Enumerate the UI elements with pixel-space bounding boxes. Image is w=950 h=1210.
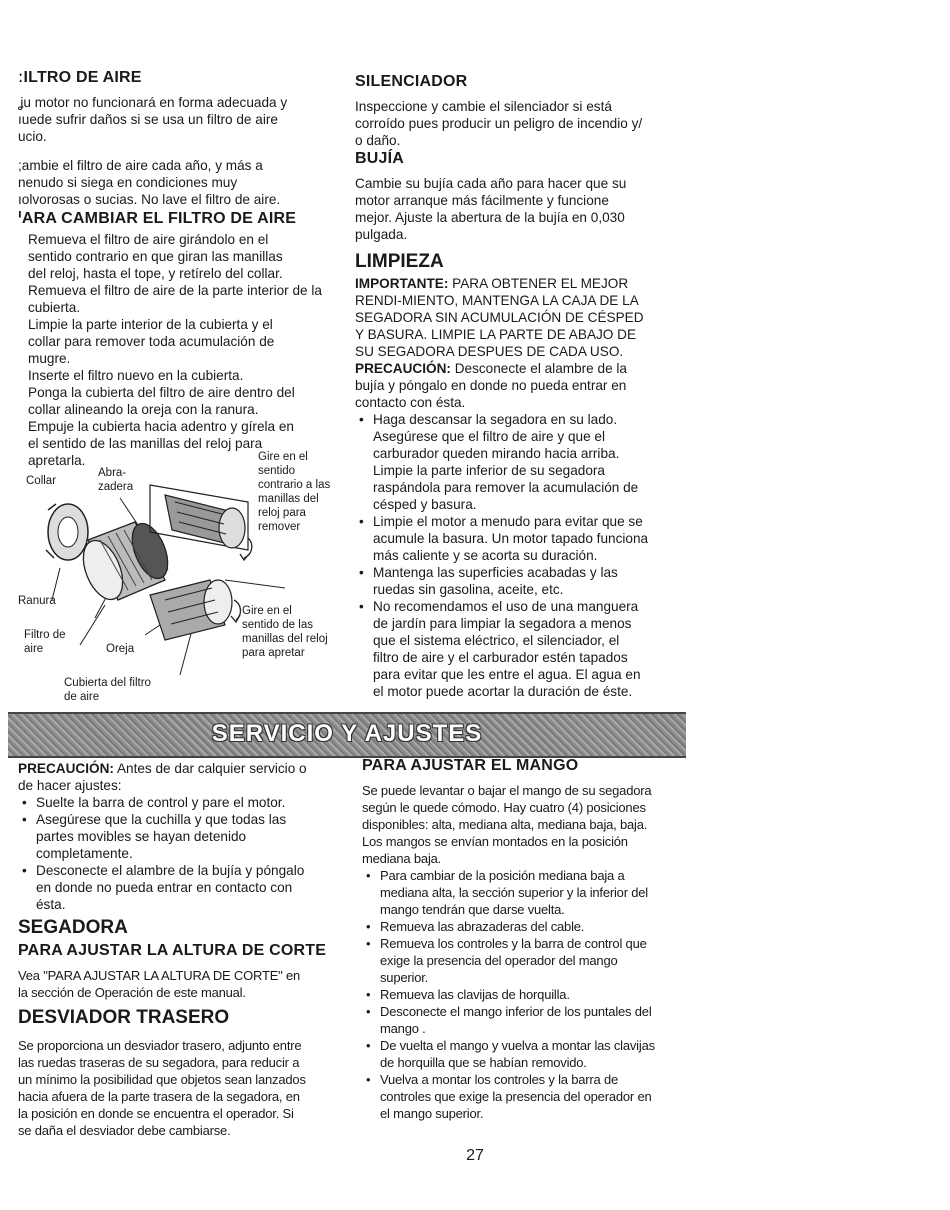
handle-heading: PARA AJUSTAR EL MANGO <box>362 757 579 774</box>
service-bullets <box>18 794 353 913</box>
label-line: para apretar <box>242 647 305 659</box>
label-line: Gire en el <box>242 605 292 617</box>
text-line: • Asegúrese que la cuchilla y que todas las <box>36 812 287 827</box>
text-line: Se puede levantar o bajar el mango de su segadora <box>362 783 652 798</box>
handle-text <box>362 782 702 867</box>
text-line: hacia afuera de la parte trasera de la segadora, en <box>18 1089 300 1104</box>
text-line: ıuede sufrir daños si se usa un filtro de aire <box>18 112 278 127</box>
text-line: • No recomendamos el uso de una manguera <box>373 599 639 614</box>
text-line: SEGADORA SIN ACUMULACIÓN DE CÉSPED <box>355 310 644 325</box>
list-item <box>362 1037 702 1071</box>
muffler-heading: SILENCIADOR <box>355 73 468 90</box>
text-line: un mínimo la posibilidad que objetos sean lanzados <box>18 1072 306 1087</box>
turn-to-remove-label <box>258 450 330 534</box>
text-line: Antes de dar calquier servicio o <box>113 761 307 776</box>
list-item <box>362 918 702 935</box>
text-line: contacto con ésta. <box>355 395 466 410</box>
list-item <box>18 794 353 811</box>
service-section <box>18 760 353 1139</box>
change-filter-heading: ᑊARA CAMBIAR EL FILTRO DE AIRE <box>18 210 297 227</box>
text-line: • Remueva las abrazaderas del cable. <box>380 919 585 934</box>
text-line: disponibles: alta, mediana alta, mediana baja, baja. <box>362 817 648 832</box>
cover-label <box>64 676 151 704</box>
text-line: SU SEGADORA DESPUES DE CADA USO. <box>355 344 624 359</box>
text-line: partes movibles se hayan detenido <box>36 829 247 844</box>
text-line: • Limpie el motor a menudo para evitar que se <box>373 514 643 529</box>
text-line: el mango superior. <box>380 1106 484 1121</box>
list-item <box>362 1071 702 1122</box>
text-line: Limpie la parte interior de la cubierta y el <box>28 317 273 332</box>
text-line: según le quede cómodo. Hay cuatro (4) posiciones <box>362 800 646 815</box>
service-caution <box>18 760 353 794</box>
text-line: carburador queden mirando hacia arriba. <box>373 446 620 461</box>
important-note <box>355 275 695 360</box>
text-line: de jardín para limpiar la segadora a menos <box>373 616 632 631</box>
text-line: ʝu motor no funcionará en forma adecuada y <box>18 95 288 110</box>
important-label: IMPORTANTE: <box>355 276 449 291</box>
text-line: que el sistema eléctrico, el silenciador, el <box>373 633 620 648</box>
text-line: apretarla. <box>28 453 86 468</box>
text-line: nenudo si siega en condiciones muy <box>18 175 238 190</box>
text-line: • Mantenga las superficies acabadas y las <box>373 565 618 580</box>
label-line: manillas del <box>258 493 319 505</box>
text-line: Vea "PARA AJUSTAR LA ALTURA DE CORTE" en <box>18 968 301 983</box>
turn-to-tighten-label <box>242 604 328 660</box>
text-line: Remueva el filtro de aire de la parte interior de la <box>28 283 322 298</box>
air-filter-para-2 <box>18 157 343 208</box>
cleaning-bullets <box>355 411 695 700</box>
text-line: Los mangos se envían montados en la posición <box>362 834 628 849</box>
page-number: 27 <box>466 1147 484 1164</box>
list-item <box>18 811 353 862</box>
label-line: sentido <box>258 465 296 477</box>
caution-label: PRECAUCIÓN: <box>18 761 114 776</box>
text-line: de hacer ajustes: <box>18 778 122 793</box>
ear-label: Oreja <box>106 643 135 655</box>
list-item <box>362 867 702 918</box>
label-line: remover <box>258 521 301 533</box>
text-line: sentido contrario en que giran las manillas <box>28 249 283 264</box>
text-line: exige la presencia del operador del mango <box>380 953 618 968</box>
text-line: ıolvorosas o sucias. No lave el filtro de aire. <box>18 192 281 207</box>
text-line: collar para remover toda acumulación de <box>28 334 275 349</box>
text-line: ruedas sin gasolina, aceite, etc. <box>373 582 564 597</box>
text-line: Remueva el filtro de aire girándolo en el <box>28 232 269 247</box>
list-item <box>355 513 695 564</box>
banner-title: SERVICIO Y AJUSTES <box>211 720 483 747</box>
text-line: Limpie la parte inferior de su segadora <box>373 463 605 478</box>
text-line: • Desconecte el mango inferior de los puntales del <box>380 1004 652 1019</box>
collar-label: Collar <box>26 475 57 487</box>
text-line: mugre. <box>28 351 71 366</box>
label-line: manillas del reloj <box>242 633 328 645</box>
text-line: Se proporciona un desviador trasero, adjunto entre <box>18 1038 302 1053</box>
label-line: reloj para <box>258 507 306 519</box>
cut-height-heading: PARA AJUSTAR LA ALTURA DE CORTE <box>18 942 327 959</box>
text-line: RENDI-MIENTO, MANTENGA LA CAJA DE LA <box>355 293 639 308</box>
text-line: completamente. <box>36 846 133 861</box>
filter-cover <box>150 580 240 640</box>
clamp-label <box>98 466 133 494</box>
label-line: Filtro de <box>24 629 66 641</box>
text-line: Y BASURA. LIMPIE LA PARTE DE ABAJO DE <box>355 327 637 342</box>
text-line: en donde no pueda entrar en contacto con <box>36 880 293 895</box>
text-line: • Vuelva a montar los controles y la barra de <box>380 1072 619 1087</box>
text-line: ucio. <box>18 129 47 144</box>
text-line: más caliente y se acorta su duración. <box>373 548 598 563</box>
list-item <box>355 411 695 513</box>
text-line: bujía y póngalo en donde no pueda entrar en <box>355 378 627 393</box>
spark-plug-text <box>355 175 695 243</box>
text-line: o daño. <box>355 133 401 148</box>
handle-section <box>362 756 702 1122</box>
air-filter-heading: ːILTRO DE AIRE <box>18 69 142 86</box>
text-line: el motor puede acortar la duración de éste. <box>373 684 633 699</box>
text-line: de horquilla que se habían removido. <box>380 1055 587 1070</box>
text-line: césped y basura. <box>373 497 477 512</box>
text-line: se daña el desviador debe cambiarse. <box>18 1123 231 1138</box>
text-line: Inspeccione y cambie el silenciador si está <box>355 99 612 114</box>
text-line: collar alineando la oreja con la ranura. <box>28 402 259 417</box>
handle-bullets <box>362 867 702 1122</box>
text-line: • Desconecte el alambre de la bujía y póngalo <box>36 863 305 878</box>
text-line: mediana baja. <box>362 851 442 866</box>
text-line: pulgada. <box>355 227 408 242</box>
label-line: Gire en el <box>258 451 308 463</box>
text-line: para evitar que les entre el agua. El agua en <box>373 667 641 682</box>
air-filter-section <box>18 68 343 469</box>
text-line: mejor. Ajuste la abertura de la bujía en 0,030 <box>355 210 625 225</box>
label-line: Abra- <box>98 467 127 479</box>
spark-plug-heading: BUJÍA <box>355 150 405 167</box>
text-line: controles que exige la presencia del operador en <box>380 1089 652 1104</box>
text-line: Desconecte el alambre de la <box>450 361 627 376</box>
text-line: el sentido de las manillas del reloj para <box>28 436 263 451</box>
text-line: las ruedas traseras de su segadora, para reducir a <box>18 1055 300 1070</box>
text-line: Empuje la cubierta hacia adentro y gírela en <box>28 419 294 434</box>
list-item <box>362 935 702 986</box>
text-line: ;ambie el filtro de aire cada año, y más a <box>18 158 263 173</box>
text-line: del reloj, hasta el tope, y retírelo del collar. <box>28 266 283 281</box>
list-item <box>362 986 702 1003</box>
list-item <box>355 598 695 700</box>
label-line: aire <box>24 643 44 655</box>
collar-shape <box>46 504 88 560</box>
air-filter-para-1 <box>18 94 343 145</box>
slot-label: Ranura <box>18 595 56 607</box>
section-banner <box>8 712 686 758</box>
muffler-text <box>355 98 695 149</box>
text-line: Asegúrese que el filtro de aire y que el <box>373 429 605 444</box>
text-line: filtro de aire y el carburador estén tapados <box>373 650 628 665</box>
air-filter-figure <box>0 440 350 710</box>
rear-deflector-text <box>18 1037 353 1139</box>
text-line: cubierta. <box>28 300 81 315</box>
text-line: • Remueva los controles y la barra de control que <box>380 936 647 951</box>
text-line: Ponga la cubierta del filtro de aire dentro del <box>28 385 295 400</box>
maintenance-section <box>355 72 695 700</box>
label-line: contrario a las <box>258 479 331 491</box>
text-line: mango . <box>380 1021 426 1036</box>
cut-height-text <box>18 967 353 1001</box>
text-line: • Para cambiar de la posición mediana baja a <box>380 868 625 883</box>
label-line: sentido de las <box>242 619 313 631</box>
text-line: la sección de Operación de este manual. <box>18 985 246 1000</box>
filter-label <box>24 628 66 656</box>
label-line: de aire <box>64 691 100 703</box>
rear-deflector-heading: DESVIADOR TRASERO <box>18 1007 230 1028</box>
cleaning-heading: LIMPIEZA <box>355 251 444 272</box>
caution-note <box>355 360 695 411</box>
list-item <box>362 1003 702 1037</box>
text-line: motor arranque más fácilmente y funcione <box>355 193 609 208</box>
mower-heading: SEGADORA <box>18 917 128 938</box>
change-filter-steps <box>18 231 343 469</box>
text-line: • Remueva las clavijas de horquilla. <box>380 987 570 1002</box>
text-line: PARA OBTENER EL MEJOR <box>448 276 629 291</box>
list-item <box>18 862 353 913</box>
label-line: Cubierta del filtro <box>64 677 151 689</box>
text-line: mango tendrán que darse vuelta. <box>380 902 565 917</box>
list-item <box>355 564 695 598</box>
text-line: superior. <box>380 970 429 985</box>
text-line: • Suelte la barra de control y pare el motor. <box>36 795 286 810</box>
text-line: raspándola para remover la acumulación de <box>373 480 639 495</box>
text-line: Inserte el filtro nuevo en la cubierta. <box>28 368 244 383</box>
label-line: zadera <box>98 481 134 493</box>
text-line: Cambie su bujía cada año para hacer que su <box>355 176 627 191</box>
text-line: • Haga descansar la segadora en su lado. <box>373 412 618 427</box>
text-line: ésta. <box>36 897 66 912</box>
text-line: mediana alta, la sección superior y la inferior del <box>380 885 648 900</box>
text-line: la posición en donde se encuentra el operador. Si <box>18 1106 294 1121</box>
text-line: acumule la basura. Un motor tapado funciona <box>373 531 649 546</box>
text-line: corroído pues producir un peligro de incendio y/ <box>355 116 643 131</box>
text-line: • De vuelta el mango y vuelva a montar las clavijas <box>380 1038 655 1053</box>
caution-label: PRECAUCIÓN: <box>355 361 451 376</box>
